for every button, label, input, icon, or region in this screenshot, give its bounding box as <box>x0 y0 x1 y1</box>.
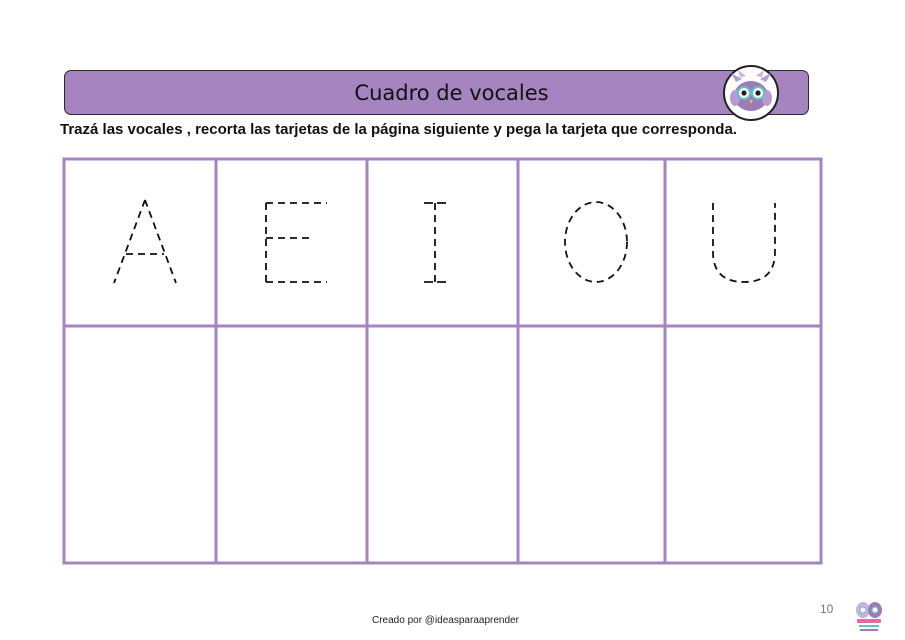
page-title: Cuadro de vocales <box>354 81 549 105</box>
trace-letter-u <box>713 203 775 282</box>
instruction-text: Trazá las vocales , recorta las tarjetas de la página siguiente y pega la tarjeta que corresponda. <box>60 121 737 138</box>
table-frame <box>64 159 821 563</box>
page-number: 10 <box>820 602 834 616</box>
trace-letter-o <box>565 202 627 282</box>
trace-letter-a <box>114 200 176 283</box>
credit-text: Creado por @ideasparaaprender <box>372 615 519 626</box>
trace-letter-e <box>266 203 327 282</box>
trace-letter-i <box>424 203 447 282</box>
ideas-para-aprender-logo-icon <box>852 598 886 636</box>
